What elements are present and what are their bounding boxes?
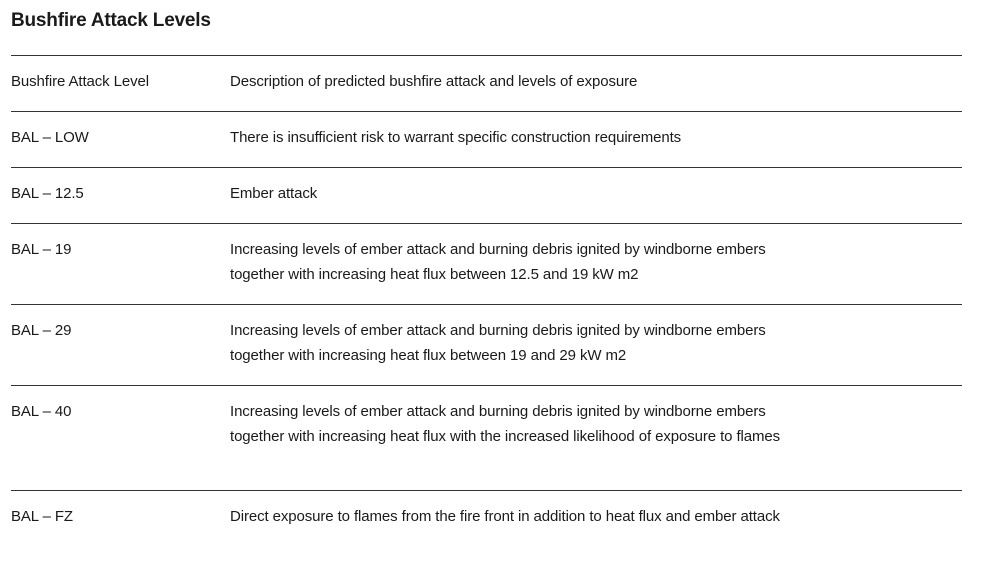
bal-level-cell: BAL – 19 <box>11 241 72 258</box>
bal-table <box>11 56 962 572</box>
table-header-row <box>11 56 962 112</box>
bal-level-cell: BAL – 29 <box>11 322 72 339</box>
bal-level-cell: BAL – FZ <box>11 508 73 525</box>
table-row <box>11 386 962 491</box>
bal-level-cell: BAL – 40 <box>11 403 72 420</box>
column-header-level: Bushfire Attack Level <box>11 73 149 90</box>
bal-level-cell: BAL – 12.5 <box>11 185 84 202</box>
column-header-description: Description of predicted bushfire attack and levels of exposure <box>230 73 638 90</box>
bal-description-cell: Increasing levels of ember attack and burning debris ignited by windborne embers together with increasing heat flux with the increased likelihood of exposure to flames <box>230 403 781 445</box>
bal-description-cell: Direct exposure to flames from the fire front in addition to heat flux and ember attack <box>230 508 780 525</box>
bal-description-cell: Increasing levels of ember attack and burning debris ignited by windborne embers together with increasing heat flux between 12.5 and 19 kW m2 <box>230 241 766 283</box>
table-row <box>11 305 962 386</box>
table-row <box>11 224 962 305</box>
table-row <box>11 168 962 224</box>
bal-description-cell: Ember attack <box>230 185 318 202</box>
bal-description-cell: Increasing levels of ember attack and burning debris ignited by windborne embers together with increasing heat flux between 19 and 29 kW m2 <box>230 322 766 364</box>
table-row <box>11 491 962 572</box>
page-title: Bushfire Attack Levels <box>11 0 962 56</box>
bal-description-cell: There is insufficient risk to warrant specific construction requirements <box>230 129 682 146</box>
table-row <box>11 112 962 168</box>
bal-level-cell: BAL – LOW <box>11 129 89 146</box>
bal-document <box>11 0 962 572</box>
